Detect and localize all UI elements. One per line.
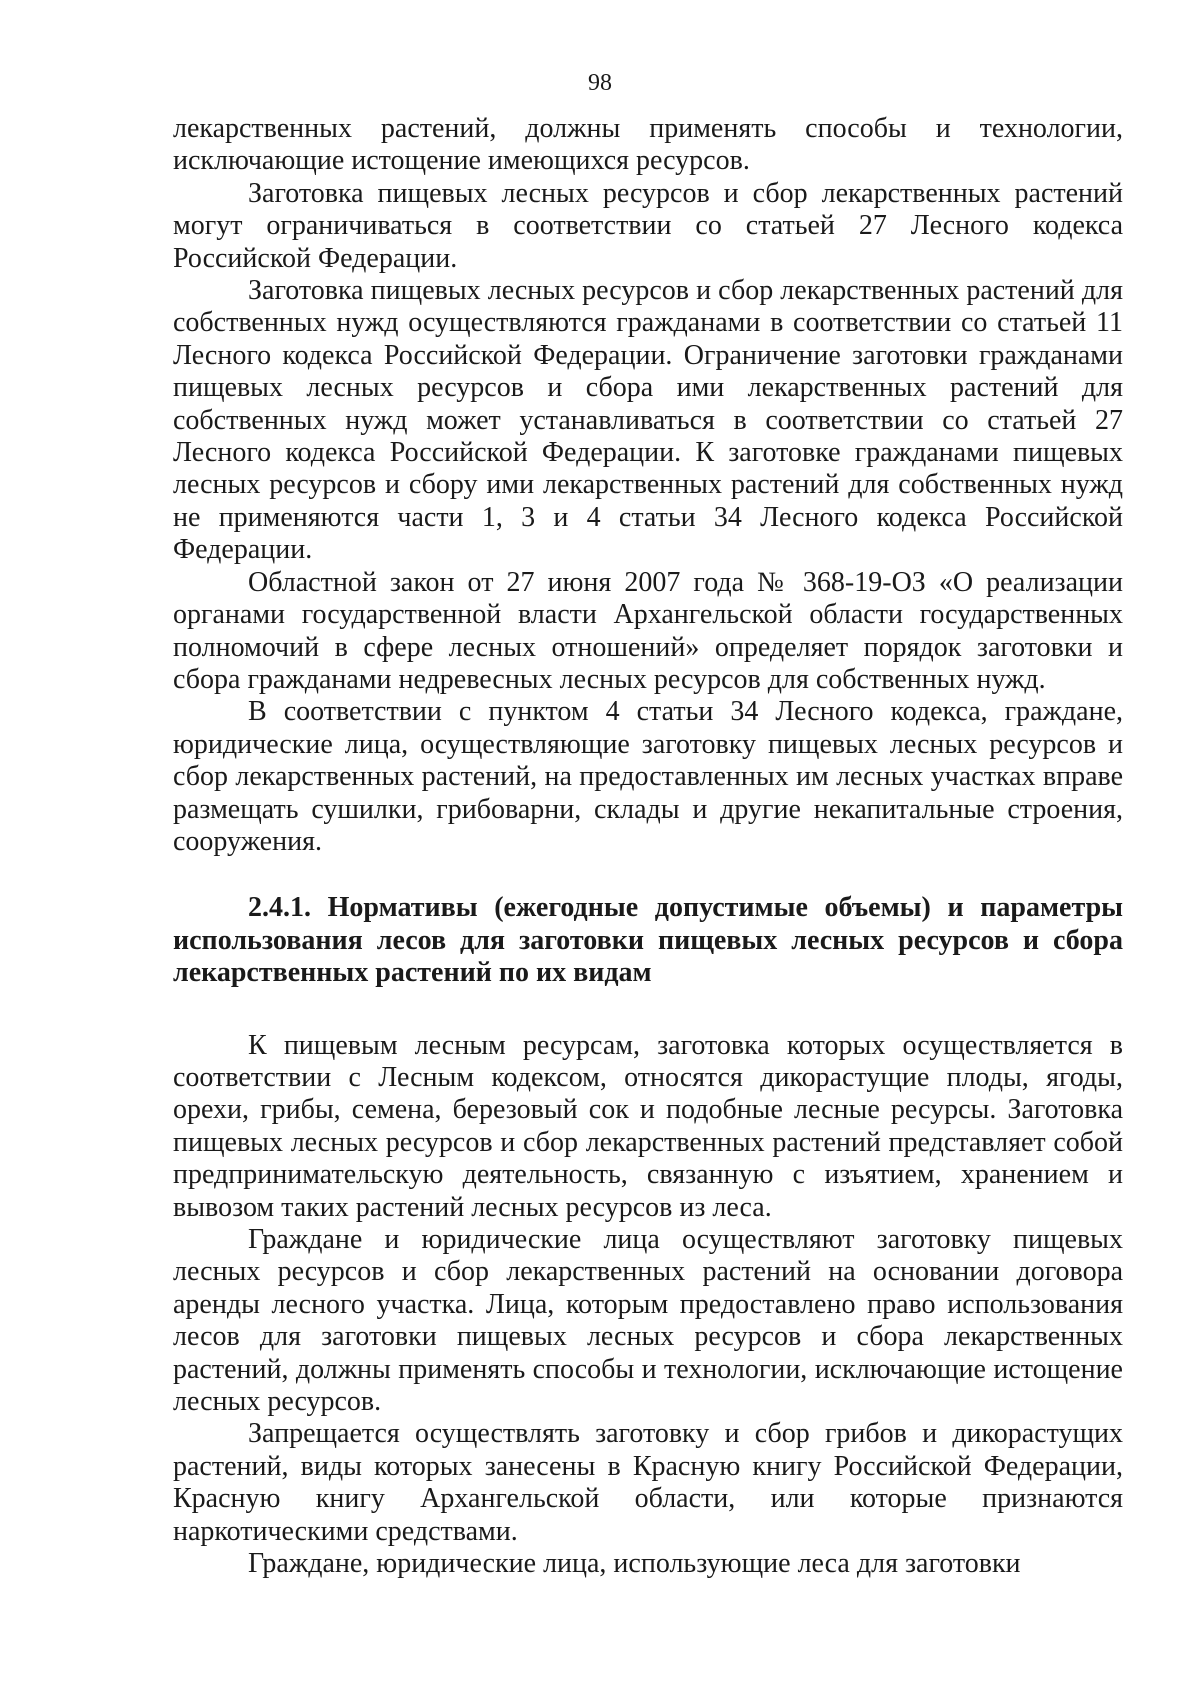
- paragraph: Запрещается осуществлять заготовку и сбор грибов и дикорастущих растений, виды которых занесены в Красную книгу Российской Федерации, Красную книгу Архангельской области, или которые признаются наркотическими средствами.: [173, 1418, 1123, 1547]
- paragraph-continuation: лекарственных растений, должны применять способы и технологии, исключающие истощение имеющихся ресурсов.: [173, 113, 1123, 177]
- document-body: [173, 113, 1123, 1580]
- paragraph: Заготовка пищевых лесных ресурсов и сбор лекарственных растений могут ограничиваться в соответствии со статьей 27 Лесного кодекса Российской Федерации.: [173, 177, 1123, 274]
- paragraph: Заготовка пищевых лесных ресурсов и сбор лекарственных растений для собственных нужд осуществляются гражданами в соответствии со статьей 11 Лесного кодекса Российской Федерации. Ограничение заготовки гражданами пищевых лесных ресурсов и сбора ими лекарственных растений для собственных нужд может устанавливаться в соответствии со статьей 27 Лесного кодекса Российской Федерации. К заготовке гражданами пищевых лесных ресурсов и сбору ими лекарственных растений для собственных нужд не применяются части 1, 3 и 4 статьи 34 Лесного кодекса Российской Федерации.: [173, 275, 1123, 566]
- paragraph: Областной закон от 27 июня 2007 года № 368-19-ОЗ «О реализации органами государственной власти Архангельской области государственных полномочий в сфере лесных отношений» определяет порядок заготовки и сбора гражданами недревесных лесных ресурсов для собственных нужд.: [173, 566, 1123, 695]
- paragraph: Граждане и юридические лица осуществляют заготовку пищевых лесных ресурсов и сбор лекарственных растений на основании договора аренды лесного участка. Лица, которым предоставлено право использования лесов для заготовки пищевых лесных ресурсов и сбора лекарственных растений, должны применять способы и технологии, исключающие истощение лесных ресурсов.: [173, 1224, 1123, 1418]
- paragraph: В соответствии с пунктом 4 статьи 34 Лесного кодекса, граждане, юридические лица, осуществляющие заготовку пищевых лесных ресурсов и сбор лекарственных растений, на предоставленных им лесных участках вправе размещать сушилки, грибоварни, склады и другие некапитальные строения, сооружения.: [173, 696, 1123, 857]
- paragraph: К пищевым лесным ресурсам, заготовка которых осуществляется в соответствии с Лесным кодексом, относятся дикорастущие плоды, ягоды, орехи, грибы, семена, березовый сок и подобные лесные ресурсы. Заготовка пищевых лесных ресурсов и сбор лекарственных растений представляет собой предпринимательскую деятельность, связанную с изъятием, хранением и вывозом таких растений лесных ресурсов из леса.: [173, 1029, 1123, 1223]
- paragraph: Граждане, юридические лица, использующие леса для заготовки: [248, 1548, 1021, 1580]
- section-heading: 2.4.1. Нормативы (ежегодные допустимые объемы) и параметры использования лесов для заготовки пищевых лесных ресурсов и сбора лекарственных растений по их видам: [173, 892, 1123, 989]
- page-number: 98: [588, 70, 612, 96]
